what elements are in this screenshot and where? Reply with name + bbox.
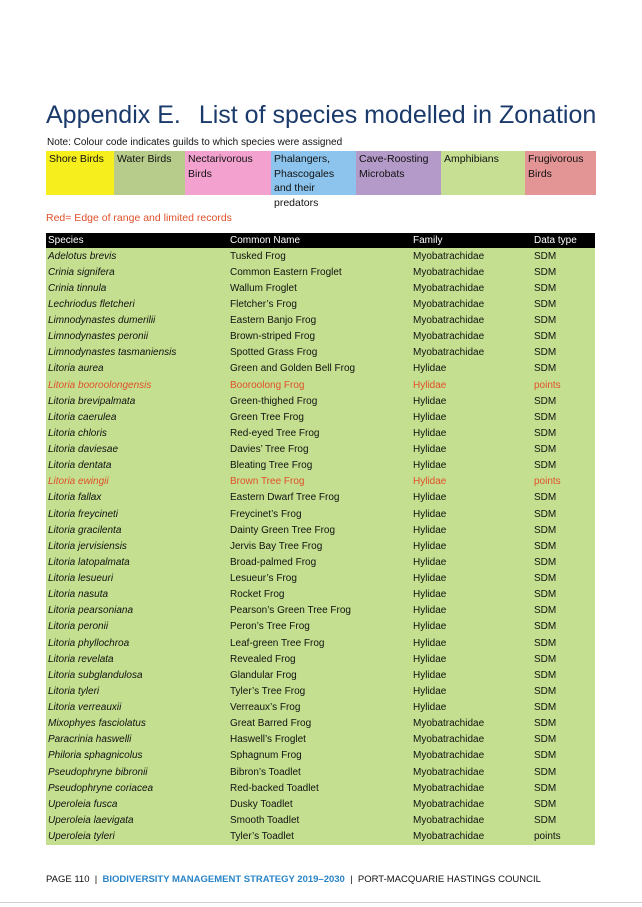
species-name: Litoria verreauxii [46, 700, 228, 716]
species-name: Litoria daviesae [46, 442, 228, 458]
family: Hylidae [411, 619, 532, 635]
data-type: SDM [532, 393, 595, 409]
data-type: SDM [532, 361, 595, 377]
family: Myobatrachidae [411, 732, 532, 748]
data-type: points [532, 377, 595, 393]
legend-phalangers: Phalangers, Phascogales and their predators [271, 151, 356, 195]
data-type: SDM [532, 313, 595, 329]
species-name: Litoria subglandulosa [46, 667, 228, 683]
common-name: Green and Golden Bell Frog [228, 361, 411, 377]
data-type: SDM [532, 603, 595, 619]
common-name: Red-backed Toadlet [228, 780, 411, 796]
table-row [46, 474, 595, 490]
table-row [46, 296, 595, 312]
family: Myobatrachidae [411, 748, 532, 764]
table-row [46, 264, 595, 280]
data-type: SDM [532, 329, 595, 345]
table-row [46, 764, 595, 780]
data-type: SDM [532, 554, 595, 570]
common-name: Bibron’s Toadlet [228, 764, 411, 780]
common-name: Pearson’s Green Tree Frog [228, 603, 411, 619]
family: Myobatrachidae [411, 313, 532, 329]
family: Hylidae [411, 700, 532, 716]
table-row [46, 700, 595, 716]
family: Hylidae [411, 490, 532, 506]
data-type: SDM [532, 651, 595, 667]
table-row [46, 442, 595, 458]
table-row [46, 651, 595, 667]
data-type: SDM [532, 683, 595, 699]
species-name: Uperoleia fusca [46, 796, 228, 812]
family: Hylidae [411, 538, 532, 554]
table-row [46, 313, 595, 329]
header-common-name: Common Name [228, 233, 411, 248]
species-name: Litoria jervisiensis [46, 538, 228, 554]
species-name: Litoria aurea [46, 361, 228, 377]
common-name: Booroolong Frog [228, 377, 411, 393]
species-name: Litoria latopalmata [46, 554, 228, 570]
table-row [46, 635, 595, 651]
species-name: Limnodynastes peronii [46, 329, 228, 345]
species-name: Litoria dentata [46, 458, 228, 474]
legend-cave-roosting-microbats: Cave-Roosting Microbats [356, 151, 441, 195]
common-name: Tyler’s Tree Frog [228, 683, 411, 699]
strategy-name: BIODIVERSITY MANAGEMENT STRATEGY 2019–2030 [102, 874, 345, 885]
common-name: Tusked Frog [228, 248, 411, 264]
table-row [46, 393, 595, 409]
species-name: Litoria tyleri [46, 683, 228, 699]
species-name: Litoria fallax [46, 490, 228, 506]
family: Hylidae [411, 393, 532, 409]
family: Myobatrachidae [411, 329, 532, 345]
data-type: SDM [532, 780, 595, 796]
family: Hylidae [411, 522, 532, 538]
data-type: SDM [532, 264, 595, 280]
species-name: Philoria sphagnicolus [46, 748, 228, 764]
family: Myobatrachidae [411, 716, 532, 732]
data-type: SDM [532, 716, 595, 732]
table-row [46, 667, 595, 683]
page-number: PAGE 110 [46, 874, 90, 885]
table-row [46, 571, 595, 587]
data-type: SDM [532, 764, 595, 780]
page-footer [46, 874, 541, 885]
family: Myobatrachidae [411, 248, 532, 264]
species-table [46, 233, 595, 845]
common-name: Eastern Dwarf Tree Frog [228, 490, 411, 506]
family: Hylidae [411, 683, 532, 699]
species-name: Litoria caerulea [46, 409, 228, 425]
table-row [46, 409, 595, 425]
data-type: SDM [532, 425, 595, 441]
species-table-body [46, 248, 595, 845]
family: Hylidae [411, 442, 532, 458]
page-title [46, 100, 596, 130]
data-type: SDM [532, 667, 595, 683]
common-name: Dainty Green Tree Frog [228, 522, 411, 538]
data-type: SDM [532, 812, 595, 828]
data-type: SDM [532, 248, 595, 264]
data-type: points [532, 829, 595, 845]
data-type: SDM [532, 490, 595, 506]
legend-nectarivorous-birds: Nectarivorous Birds [185, 151, 271, 195]
species-name: Adelotus brevis [46, 248, 228, 264]
council-name: PORT-MACQUARIE HASTINGS COUNCIL [357, 874, 541, 885]
species-name: Litoria booroolongensis [46, 377, 228, 393]
table-header-row [46, 233, 595, 248]
data-type: SDM [532, 442, 595, 458]
species-name: Litoria pearsoniana [46, 603, 228, 619]
common-name: Wallum Froglet [228, 280, 411, 296]
species-name: Mixophyes fasciolatus [46, 716, 228, 732]
family: Hylidae [411, 603, 532, 619]
family: Myobatrachidae [411, 780, 532, 796]
family: Hylidae [411, 458, 532, 474]
common-name: Davies’ Tree Frog [228, 442, 411, 458]
data-type: SDM [532, 635, 595, 651]
common-name: Haswell’s Froglet [228, 732, 411, 748]
legend-amphibians: Amphibians [441, 151, 525, 195]
table-row [46, 248, 595, 264]
common-name: Rocket Frog [228, 587, 411, 603]
common-name: Green-thighed Frog [228, 393, 411, 409]
common-name: Red-eyed Tree Frog [228, 425, 411, 441]
family: Myobatrachidae [411, 764, 532, 780]
header-species: Species [46, 233, 228, 248]
species-name: Litoria revelata [46, 651, 228, 667]
common-name: Leaf-green Tree Frog [228, 635, 411, 651]
data-type: SDM [532, 796, 595, 812]
legend-shore-birds: Shore Birds [46, 151, 114, 195]
family: Myobatrachidae [411, 796, 532, 812]
common-name: Common Eastern Froglet [228, 264, 411, 280]
species-name: Litoria chloris [46, 425, 228, 441]
table-row [46, 829, 595, 845]
family: Myobatrachidae [411, 829, 532, 845]
family: Myobatrachidae [411, 264, 532, 280]
species-name: Limnodynastes tasmaniensis [46, 345, 228, 361]
common-name: Bleating Tree Frog [228, 458, 411, 474]
family: Hylidae [411, 554, 532, 570]
table-row [46, 796, 595, 812]
common-name: Smooth Toadlet [228, 812, 411, 828]
table-row [46, 425, 595, 441]
data-type: SDM [532, 296, 595, 312]
table-row [46, 458, 595, 474]
species-name: Paracrinia haswelli [46, 732, 228, 748]
common-name: Spotted Grass Frog [228, 345, 411, 361]
species-name: Litoria nasuta [46, 587, 228, 603]
table-row [46, 619, 595, 635]
colour-code-note: Note: Colour code indicates guilds to which species were assigned [47, 137, 343, 148]
common-name: Glandular Frog [228, 667, 411, 683]
common-name: Dusky Toadlet [228, 796, 411, 812]
common-name: Jervis Bay Tree Frog [228, 538, 411, 554]
family: Myobatrachidae [411, 280, 532, 296]
common-name: Revealed Frog [228, 651, 411, 667]
species-name: Litoria phyllochroa [46, 635, 228, 651]
common-name: Freycinet’s Frog [228, 506, 411, 522]
table-row [46, 280, 595, 296]
family: Hylidae [411, 506, 532, 522]
table-row [46, 732, 595, 748]
data-type: SDM [532, 345, 595, 361]
family: Hylidae [411, 667, 532, 683]
family: Myobatrachidae [411, 296, 532, 312]
species-name: Litoria ewingii [46, 474, 228, 490]
species-name: Litoria gracilenta [46, 522, 228, 538]
family: Hylidae [411, 571, 532, 587]
data-type: SDM [532, 748, 595, 764]
table-row [46, 748, 595, 764]
species-name: Litoria peronii [46, 619, 228, 635]
data-type: SDM [532, 571, 595, 587]
family: Hylidae [411, 587, 532, 603]
data-type: SDM [532, 732, 595, 748]
family: Hylidae [411, 635, 532, 651]
table-row [46, 506, 595, 522]
common-name: Broad-palmed Frog [228, 554, 411, 570]
data-type: SDM [532, 619, 595, 635]
species-name: Crinia signifera [46, 264, 228, 280]
species-name: Limnodynastes dumerilii [46, 313, 228, 329]
table-row [46, 603, 595, 619]
table-row [46, 329, 595, 345]
family: Hylidae [411, 377, 532, 393]
guild-legend [46, 151, 596, 209]
data-type: SDM [532, 522, 595, 538]
common-name: Green Tree Frog [228, 409, 411, 425]
species-name: Litoria lesueuri [46, 571, 228, 587]
header-family: Family [411, 233, 532, 248]
table-row [46, 345, 595, 361]
species-name: Crinia tinnula [46, 280, 228, 296]
legend-frugivorous-birds: Frugivorous Birds [525, 151, 596, 195]
common-name: Fletcher’s Frog [228, 296, 411, 312]
table-row [46, 780, 595, 796]
species-name: Uperoleia laevigata [46, 812, 228, 828]
footer-separator: | [94, 874, 98, 885]
data-type: SDM [532, 700, 595, 716]
species-name: Pseudophryne bibronii [46, 764, 228, 780]
common-name: Brown Tree Frog [228, 474, 411, 490]
family: Hylidae [411, 474, 532, 490]
table-row [46, 538, 595, 554]
species-name: Litoria brevipalmata [46, 393, 228, 409]
data-type: SDM [532, 280, 595, 296]
family: Hylidae [411, 409, 532, 425]
data-type: SDM [532, 409, 595, 425]
table-row [46, 812, 595, 828]
species-name: Litoria freycineti [46, 506, 228, 522]
common-name: Verreaux’s Frog [228, 700, 411, 716]
data-type: SDM [532, 587, 595, 603]
appendix-number: Appendix E. [46, 101, 181, 129]
family: Hylidae [411, 361, 532, 377]
data-type: SDM [532, 506, 595, 522]
common-name: Lesueur’s Frog [228, 571, 411, 587]
header-data-type: Data type [532, 233, 595, 248]
family: Hylidae [411, 651, 532, 667]
common-name: Peron’s Tree Frog [228, 619, 411, 635]
table-row [46, 377, 595, 393]
table-row [46, 554, 595, 570]
data-type: points [532, 474, 595, 490]
family: Myobatrachidae [411, 345, 532, 361]
table-row [46, 716, 595, 732]
species-name: Uperoleia tyleri [46, 829, 228, 845]
species-name: Lechriodus fletcheri [46, 296, 228, 312]
species-name: Pseudophryne coriacea [46, 780, 228, 796]
common-name: Great Barred Frog [228, 716, 411, 732]
red-colour-note: Red= Edge of range and limited records [46, 212, 232, 224]
common-name: Sphagnum Frog [228, 748, 411, 764]
table-row [46, 587, 595, 603]
table-row [46, 683, 595, 699]
family: Myobatrachidae [411, 812, 532, 828]
table-row [46, 522, 595, 538]
bottom-rule [0, 902, 642, 903]
data-type: SDM [532, 538, 595, 554]
footer-separator: | [350, 874, 353, 885]
family: Hylidae [411, 425, 532, 441]
table-row [46, 361, 595, 377]
legend-water-birds: Water Birds [114, 151, 185, 195]
common-name: Tyler’s Toadlet [228, 829, 411, 845]
common-name: Eastern Banjo Frog [228, 313, 411, 329]
common-name: Brown-striped Frog [228, 329, 411, 345]
table-row [46, 490, 595, 506]
data-type: SDM [532, 458, 595, 474]
appendix-title: List of species modelled in Zonation [198, 101, 597, 129]
